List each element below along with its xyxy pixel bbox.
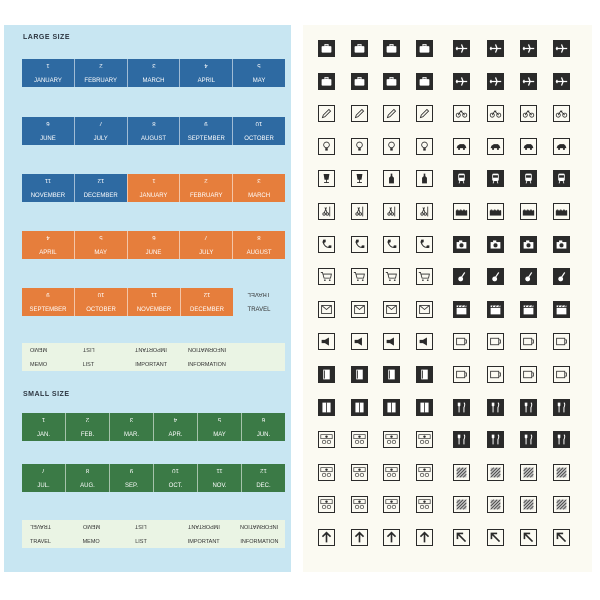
month-number: 5 — [99, 234, 103, 240]
large-month-strip-1 — [22, 59, 285, 87]
month-sticker[interactable] — [74, 231, 127, 259]
label-inverted: IMPORTANT — [135, 346, 168, 352]
money-icon[interactable] — [351, 496, 368, 513]
month-sticker[interactable] — [127, 174, 180, 202]
month-number: 4 — [204, 62, 208, 68]
arrow-up-left-icon[interactable] — [453, 529, 470, 546]
train-icon[interactable] — [553, 170, 570, 187]
month-number: 7 — [204, 234, 208, 240]
label-sticker[interactable] — [180, 343, 233, 371]
hatched-icon[interactable] — [487, 496, 504, 513]
month-number: 4 — [46, 234, 50, 240]
month-sticker[interactable] — [65, 413, 109, 441]
airplane-icon[interactable] — [453, 40, 470, 57]
month-number: 7 — [41, 467, 46, 473]
suitcase-icon[interactable] — [416, 40, 433, 57]
month-name: JULY — [93, 136, 108, 142]
hatched-icon[interactable] — [520, 496, 537, 513]
arrow-up-icon[interactable] — [351, 529, 368, 546]
airplane-icon[interactable] — [553, 73, 570, 90]
large-month-strip-2 — [22, 117, 285, 145]
fork-knife-icon[interactable] — [553, 399, 570, 416]
month-number: 7 — [99, 120, 103, 126]
label-text: LIST — [82, 362, 95, 368]
month-number: 2 — [99, 62, 103, 68]
airplane-icon[interactable] — [520, 73, 537, 90]
suitcase-icon[interactable] — [318, 73, 335, 90]
label-text: LIST — [135, 539, 147, 545]
label-sticker-blank[interactable] — [232, 343, 285, 371]
month-number: 9 — [129, 467, 134, 473]
cart-icon[interactable] — [351, 268, 368, 285]
car-icon[interactable] — [487, 138, 504, 155]
label-text: IMPORTANT — [135, 362, 168, 368]
suitcase-icon[interactable] — [383, 73, 400, 90]
bottle-icon[interactable] — [383, 170, 400, 187]
month-number: 11 — [216, 467, 223, 473]
month-name: APR. — [168, 432, 183, 438]
lightbulb-icon[interactable] — [318, 138, 335, 155]
month-sticker[interactable] — [22, 174, 74, 202]
month-name: JUNE — [40, 136, 56, 142]
car-icon[interactable] — [453, 138, 470, 155]
scissors-comb-icon[interactable] — [383, 203, 400, 220]
camera-icon[interactable] — [453, 236, 470, 253]
bicycle-icon[interactable] — [453, 105, 470, 122]
airplane-icon[interactable] — [487, 40, 504, 57]
month-name: APRIL — [197, 78, 215, 84]
label-inverted: TRAVEL — [30, 523, 51, 529]
hatched-icon[interactable] — [553, 464, 570, 481]
label-text: TRAVEL — [30, 539, 51, 545]
month-sticker[interactable] — [179, 231, 232, 259]
month-name: SEPTEMBER — [187, 136, 225, 142]
month-number: 3 — [129, 416, 134, 422]
month-sticker[interactable] — [109, 464, 153, 492]
month-sticker[interactable] — [232, 59, 285, 87]
month-number: 10 — [97, 291, 105, 297]
cake-icon[interactable] — [553, 203, 570, 220]
month-sticker[interactable] — [232, 117, 285, 145]
fork-knife-icon[interactable] — [553, 431, 570, 448]
month-sticker[interactable] — [109, 413, 153, 441]
bicycle-icon[interactable] — [553, 105, 570, 122]
pencil-icon[interactable] — [416, 105, 433, 122]
month-name: OCTOBER — [86, 307, 116, 313]
book-open-icon[interactable] — [351, 399, 368, 416]
month-name: AUGUST — [140, 136, 166, 142]
cake-icon[interactable] — [487, 203, 504, 220]
month-sticker[interactable] — [22, 288, 74, 316]
label-inverted: IMPORTANT — [187, 523, 220, 529]
label-inverted: MEMO — [30, 346, 48, 352]
label-sticker[interactable] — [22, 343, 75, 371]
lightbulb-icon[interactable] — [416, 138, 433, 155]
hatched-icon[interactable] — [520, 464, 537, 481]
month-name: SEP. — [125, 483, 138, 489]
month-name: MAR. — [124, 432, 139, 438]
month-sticker[interactable] — [197, 464, 241, 492]
month-name: DEC. — [256, 483, 271, 489]
hatched-icon[interactable] — [553, 496, 570, 513]
label-inverted: LIST — [135, 523, 147, 529]
month-number: 12 — [260, 467, 267, 473]
cup-icon[interactable] — [553, 366, 570, 383]
fork-knife-icon[interactable] — [453, 431, 470, 448]
month-sticker[interactable] — [74, 117, 127, 145]
car-icon[interactable] — [553, 138, 570, 155]
label-text: INFORMATION — [240, 539, 279, 545]
month-sticker[interactable] — [65, 464, 109, 492]
phone-icon[interactable] — [318, 236, 335, 253]
month-sticker[interactable] — [153, 413, 197, 441]
envelope-icon[interactable] — [318, 301, 335, 318]
fork-knife-icon[interactable] — [453, 399, 470, 416]
clapperboard-icon[interactable] — [520, 301, 537, 318]
clapperboard-icon[interactable] — [453, 301, 470, 318]
month-sticker[interactable] — [180, 288, 233, 316]
fork-knife-icon[interactable] — [520, 399, 537, 416]
hatched-icon[interactable] — [453, 496, 470, 513]
hatched-icon[interactable] — [453, 464, 470, 481]
book-open-icon[interactable] — [416, 399, 433, 416]
speaker-icon[interactable] — [416, 333, 433, 350]
scissors-comb-icon[interactable] — [318, 203, 335, 220]
label-text: IMPORTANT — [187, 539, 220, 545]
glass-icon[interactable] — [351, 170, 368, 187]
month-sticker[interactable] — [74, 59, 127, 87]
month-number: 6 — [261, 416, 266, 422]
label-inverted: INFORMATION — [240, 523, 279, 529]
month-number: 3 — [257, 177, 261, 183]
pencil-icon[interactable] — [383, 105, 400, 122]
money-icon[interactable] — [416, 431, 433, 448]
large-month-strip-4 — [22, 231, 285, 259]
month-number: 5 — [257, 62, 261, 68]
label-sticker[interactable] — [22, 520, 75, 548]
glass-icon[interactable] — [318, 170, 335, 187]
month-sticker[interactable] — [74, 174, 127, 202]
icon-sticker-sheet — [303, 25, 592, 572]
month-name: MAY — [213, 432, 226, 438]
book-icon[interactable] — [318, 366, 335, 383]
camera-icon[interactable] — [520, 236, 537, 253]
month-sticker[interactable] — [232, 174, 285, 202]
month-name: OCT. — [168, 483, 183, 489]
money-icon[interactable] — [318, 464, 335, 481]
label-sticker[interactable] — [75, 343, 128, 371]
month-number: 8 — [85, 467, 90, 473]
travel-label-inverted: TRAVEL — [247, 291, 271, 297]
label-sticker[interactable] — [180, 520, 233, 548]
month-sticker[interactable] — [22, 413, 65, 441]
book-icon[interactable] — [416, 366, 433, 383]
month-name: JUL. — [37, 483, 50, 489]
book-icon[interactable] — [351, 366, 368, 383]
month-number: 2 — [85, 416, 90, 422]
label-sticker[interactable] — [127, 343, 180, 371]
label-inverted: LIST — [82, 346, 95, 352]
month-number: 6 — [46, 120, 50, 126]
month-number: 1 — [46, 62, 50, 68]
money-icon[interactable] — [383, 464, 400, 481]
speaker-icon[interactable] — [318, 333, 335, 350]
month-number: 11 — [44, 177, 52, 183]
phone-icon[interactable] — [383, 236, 400, 253]
cart-icon[interactable] — [318, 268, 335, 285]
month-number: 12 — [97, 177, 105, 183]
envelope-icon[interactable] — [351, 301, 368, 318]
month-name: NOVEMBER — [30, 193, 66, 199]
month-sticker[interactable] — [22, 117, 74, 145]
month-name: FEBRUARY — [190, 193, 223, 199]
phone-icon[interactable] — [416, 236, 433, 253]
month-number: 1 — [41, 416, 46, 422]
month-number: 5 — [217, 416, 222, 422]
label-sticker[interactable] — [127, 520, 180, 548]
speaker-icon[interactable] — [351, 333, 368, 350]
month-number: 9 — [204, 120, 208, 126]
money-icon[interactable] — [351, 431, 368, 448]
cake-icon[interactable] — [453, 203, 470, 220]
airplane-icon[interactable] — [553, 40, 570, 57]
month-sticker[interactable] — [22, 231, 74, 259]
arrow-up-icon[interactable] — [416, 529, 433, 546]
book-open-icon[interactable] — [318, 399, 335, 416]
month-number: 12 — [203, 291, 211, 297]
month-name: JAN. — [36, 432, 50, 438]
book-icon[interactable] — [383, 366, 400, 383]
bicycle-icon[interactable] — [487, 105, 504, 122]
month-name: JUN. — [256, 432, 271, 438]
month-sticker[interactable] — [241, 413, 285, 441]
month-name: MAY — [252, 78, 266, 84]
train-icon[interactable] — [520, 170, 537, 187]
money-icon[interactable] — [318, 431, 335, 448]
cup-icon[interactable] — [520, 333, 537, 350]
cake-icon[interactable] — [520, 203, 537, 220]
small-month-strip-1 — [22, 413, 285, 441]
month-name: NOV. — [212, 483, 227, 489]
month-name: FEB. — [80, 432, 95, 438]
month-name: MARCH — [248, 193, 271, 199]
pencil-icon[interactable] — [351, 105, 368, 122]
month-sticker[interactable] — [197, 413, 241, 441]
month-sticker[interactable] — [22, 464, 65, 492]
month-number: 9 — [46, 291, 50, 297]
bottle-icon[interactable] — [416, 170, 433, 187]
month-number: 3 — [151, 62, 156, 68]
money-icon[interactable] — [383, 496, 400, 513]
money-icon[interactable] — [416, 496, 433, 513]
phone-icon[interactable] — [351, 236, 368, 253]
month-name: DECEMBER — [83, 193, 118, 199]
arrow-up-left-icon[interactable] — [487, 529, 504, 546]
month-name: OCTOBER — [244, 136, 274, 142]
envelope-icon[interactable] — [416, 301, 433, 318]
label-text: MEMO — [30, 362, 48, 368]
label-sticker[interactable] — [75, 520, 128, 548]
small-label-strip — [22, 520, 285, 548]
speaker-icon[interactable] — [383, 333, 400, 350]
month-sticker[interactable] — [127, 117, 180, 145]
suitcase-icon[interactable] — [383, 40, 400, 57]
month-name: JANUARY — [139, 193, 168, 199]
month-number: 10 — [255, 120, 263, 126]
month-name: JUNE — [145, 250, 162, 256]
small-month-strip-2 — [22, 464, 285, 492]
month-name: JANUARY — [33, 78, 62, 84]
camera-icon[interactable] — [487, 236, 504, 253]
travel-label: TRAVEL — [247, 307, 271, 313]
travel-sticker[interactable] — [233, 288, 285, 316]
hatched-icon[interactable] — [487, 464, 504, 481]
label-text: MEMO — [82, 539, 100, 545]
large-month-strip-3 — [22, 174, 285, 202]
month-number: 11 — [150, 291, 158, 297]
large-month-strip-5 — [22, 288, 285, 316]
car-icon[interactable] — [520, 138, 537, 155]
suitcase-icon[interactable] — [351, 73, 368, 90]
arrow-up-left-icon[interactable] — [553, 529, 570, 546]
clapperboard-icon[interactable] — [553, 301, 570, 318]
camera-icon[interactable] — [553, 236, 570, 253]
large-size-title: LARGE SIZE — [23, 34, 71, 41]
month-number: 8 — [151, 120, 156, 126]
month-name: SEPTEMBER — [29, 307, 67, 313]
month-name: FEBRUARY — [84, 78, 117, 84]
month-sticker[interactable] — [179, 174, 232, 202]
month-number: 1 — [151, 177, 156, 183]
lightbulb-icon[interactable] — [351, 138, 368, 155]
cup-icon[interactable] — [487, 366, 504, 383]
scissors-comb-icon[interactable] — [351, 203, 368, 220]
guitar-icon[interactable] — [553, 268, 570, 285]
label-sticker[interactable] — [232, 520, 285, 548]
month-sticker[interactable] — [241, 464, 285, 492]
fork-knife-icon[interactable] — [520, 431, 537, 448]
guitar-icon[interactable] — [487, 268, 504, 285]
month-name: MARCH — [142, 78, 165, 84]
suitcase-icon[interactable] — [318, 40, 335, 57]
fork-knife-icon[interactable] — [487, 431, 504, 448]
train-icon[interactable] — [487, 170, 504, 187]
cup-icon[interactable] — [553, 333, 570, 350]
month-sticker[interactable] — [127, 288, 180, 316]
cup-icon[interactable] — [487, 333, 504, 350]
month-name: AUG. — [80, 483, 95, 489]
month-sticker[interactable] — [22, 59, 74, 87]
month-name: DECEMBER — [189, 307, 224, 313]
month-number: 6 — [151, 234, 156, 240]
label-text: INFORMATION — [187, 362, 226, 368]
month-sticker[interactable] — [127, 59, 180, 87]
suitcase-icon[interactable] — [351, 40, 368, 57]
arrow-up-icon[interactable] — [383, 529, 400, 546]
arrow-up-left-icon[interactable] — [520, 529, 537, 546]
money-icon[interactable] — [383, 431, 400, 448]
arrow-up-icon[interactable] — [318, 529, 335, 546]
airplane-icon[interactable] — [487, 73, 504, 90]
bicycle-icon[interactable] — [520, 105, 537, 122]
train-icon[interactable] — [453, 170, 470, 187]
month-name: JULY — [199, 250, 214, 256]
cup-icon[interactable] — [520, 366, 537, 383]
scissors-comb-icon[interactable] — [416, 203, 433, 220]
month-number: 4 — [173, 416, 178, 422]
clapperboard-icon[interactable] — [487, 301, 504, 318]
suitcase-icon[interactable] — [416, 73, 433, 90]
month-sticker[interactable] — [153, 464, 197, 492]
month-name: MAY — [94, 250, 107, 256]
fork-knife-icon[interactable] — [487, 399, 504, 416]
money-icon[interactable] — [351, 464, 368, 481]
month-sticker[interactable] — [179, 117, 232, 145]
month-name: APRIL — [39, 250, 57, 256]
month-name: NOVEMBER — [136, 307, 172, 313]
month-sticker[interactable] — [179, 59, 232, 87]
label-sticker-sheet — [4, 25, 291, 572]
lightbulb-icon[interactable] — [383, 138, 400, 155]
cart-icon[interactable] — [383, 268, 400, 285]
cart-icon[interactable] — [416, 268, 433, 285]
month-number: 2 — [204, 177, 208, 183]
large-label-strip — [22, 343, 285, 371]
label-inverted: INFORMATION — [187, 346, 226, 352]
pencil-icon[interactable] — [318, 105, 335, 122]
month-number: 10 — [172, 467, 179, 473]
label-inverted: MEMO — [82, 523, 100, 529]
month-sticker[interactable] — [74, 288, 127, 316]
small-size-title: SMALL SIZE — [23, 391, 70, 398]
cup-icon[interactable] — [453, 366, 470, 383]
guitar-icon[interactable] — [453, 268, 470, 285]
money-icon[interactable] — [318, 496, 335, 513]
month-sticker[interactable] — [232, 231, 285, 259]
money-icon[interactable] — [416, 464, 433, 481]
guitar-icon[interactable] — [520, 268, 537, 285]
month-sticker[interactable] — [127, 231, 180, 259]
month-name: AUGUST — [246, 250, 272, 256]
envelope-icon[interactable] — [383, 301, 400, 318]
book-open-icon[interactable] — [383, 399, 400, 416]
airplane-icon[interactable] — [453, 73, 470, 90]
airplane-icon[interactable] — [520, 40, 537, 57]
month-number: 8 — [257, 234, 261, 240]
cup-icon[interactable] — [453, 333, 470, 350]
